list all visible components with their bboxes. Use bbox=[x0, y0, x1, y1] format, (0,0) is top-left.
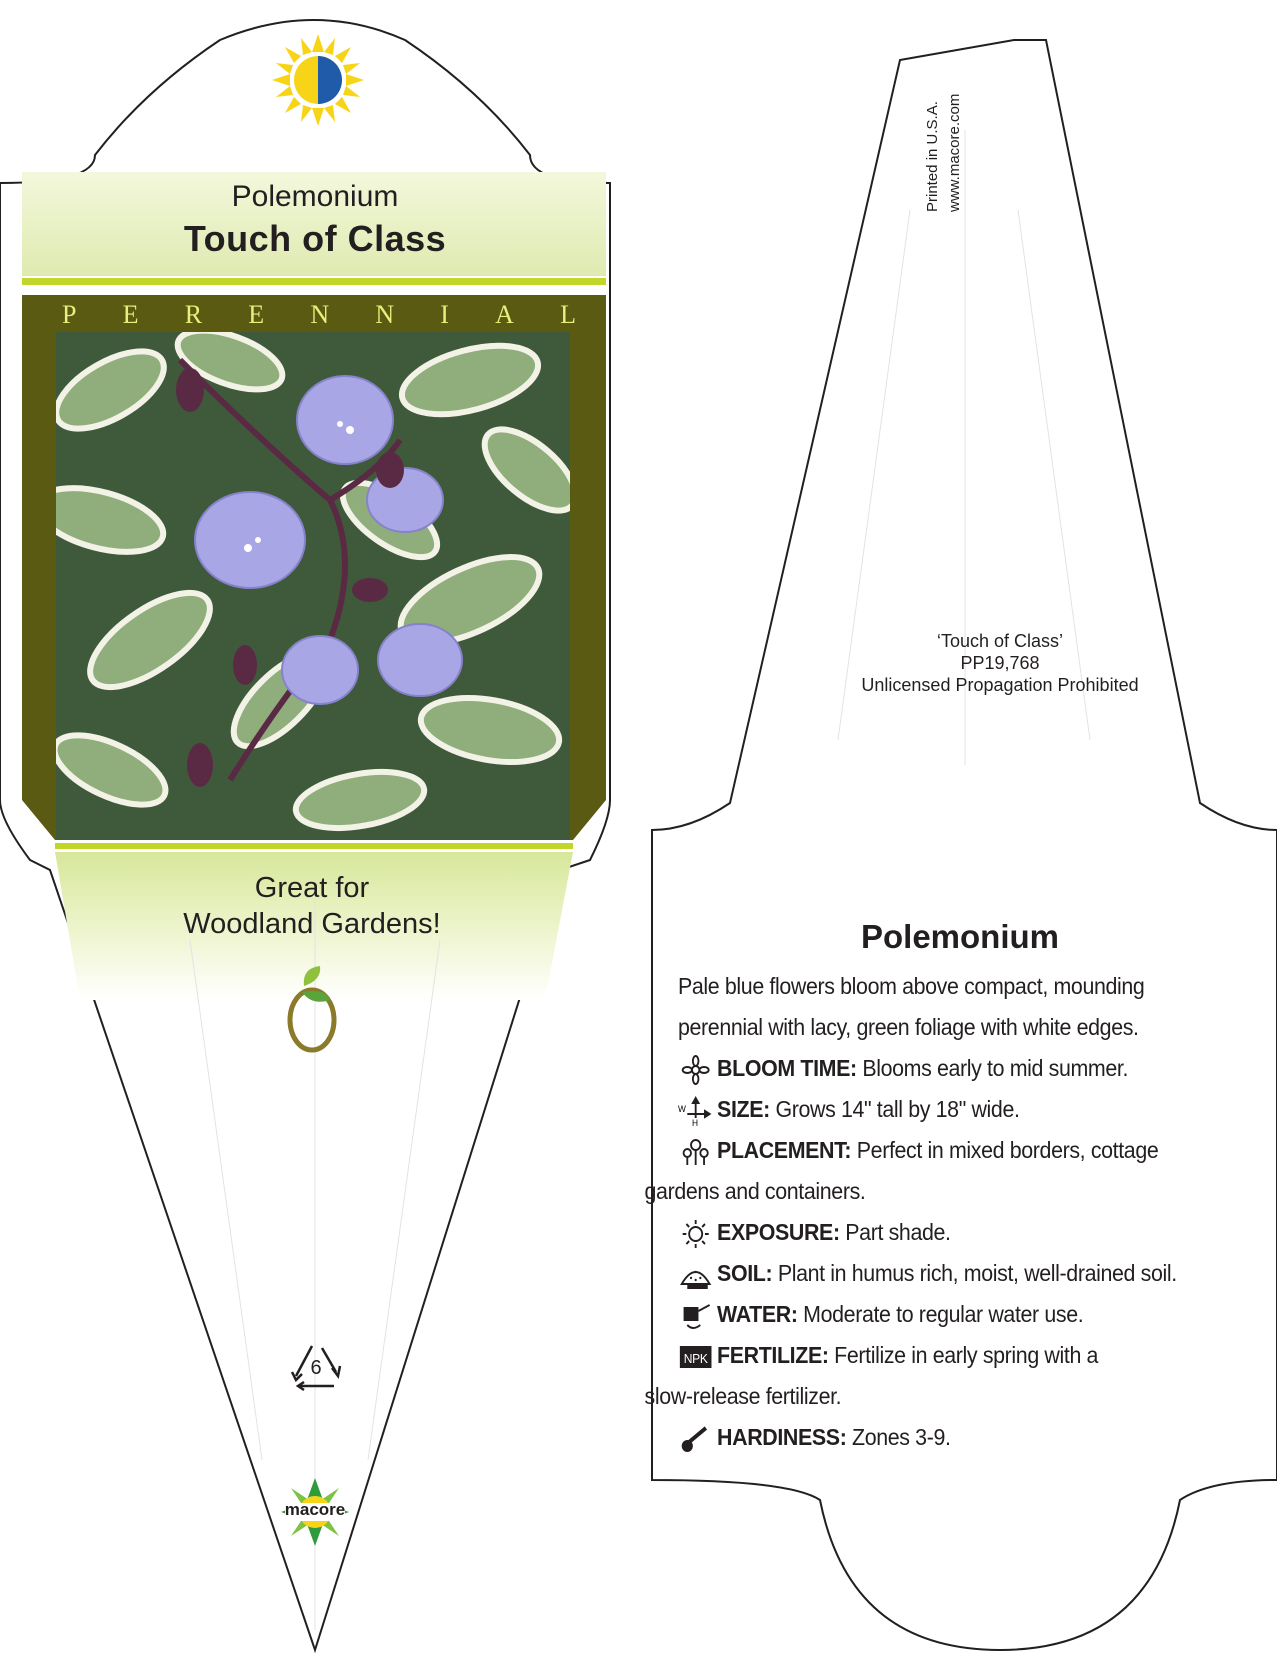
header-lime-line bbox=[22, 278, 606, 285]
perennial-letter: N bbox=[375, 300, 395, 329]
exposure-row bbox=[678, 1212, 1227, 1253]
watering-can-icon bbox=[678, 1301, 713, 1331]
size-label: SIZE: bbox=[717, 1096, 770, 1122]
perennial-letter: E bbox=[122, 300, 139, 329]
sun-part-shade-icon bbox=[272, 34, 364, 126]
printed-line-2: www.macore.com bbox=[946, 93, 963, 212]
patent-block bbox=[780, 630, 1220, 696]
perennial-letter: L bbox=[560, 300, 576, 329]
front-genus: Polemonium bbox=[231, 180, 399, 213]
hardiness-row bbox=[678, 1417, 1227, 1458]
fertilize-value: Fertilize in early spring with a bbox=[834, 1342, 1099, 1368]
size-value: Grows 14" tall by 18" wide. bbox=[775, 1096, 1020, 1122]
tagline-line-1: Great for bbox=[254, 872, 370, 904]
exposure-label: EXPOSURE: bbox=[717, 1219, 840, 1245]
npk-icon bbox=[678, 1342, 713, 1372]
placement-value: Perfect in mixed borders, cottage bbox=[856, 1137, 1159, 1163]
flower-icon bbox=[678, 1055, 713, 1085]
size-arrows-icon bbox=[678, 1096, 713, 1126]
bloom-value: Blooms early to mid summer. bbox=[862, 1055, 1129, 1081]
hardiness-label: HARDINESS: bbox=[717, 1424, 847, 1450]
intro-line-2: perennial with lacy, green foliage with white edges. bbox=[678, 1014, 1139, 1040]
perennial-letter: I bbox=[440, 300, 449, 329]
perennial-letter: R bbox=[184, 300, 203, 329]
fertilize-label: FERTILIZE: bbox=[717, 1342, 829, 1368]
front-cultivar: Touch of Class bbox=[183, 218, 447, 259]
perennial-letter: E bbox=[248, 300, 265, 329]
description bbox=[644, 966, 1227, 1458]
size-row bbox=[678, 1089, 1227, 1130]
fertilize-value-2: slow-release fertilizer. bbox=[644, 1383, 842, 1409]
tagline bbox=[100, 870, 524, 942]
plant-photo bbox=[30, 319, 589, 840]
perennial-letter: A bbox=[495, 300, 514, 329]
soil-label: SOIL: bbox=[717, 1260, 773, 1286]
plants-icon bbox=[678, 1137, 713, 1167]
soil-pile-icon bbox=[678, 1260, 713, 1290]
printed-notice bbox=[924, 52, 974, 212]
size-w-glyph: W bbox=[678, 1103, 686, 1114]
perennial-letter: P bbox=[62, 300, 77, 329]
placement-value-2: gardens and containers. bbox=[644, 1178, 866, 1204]
water-row bbox=[678, 1294, 1227, 1335]
water-value: Moderate to regular water use. bbox=[803, 1301, 1084, 1327]
hardiness-value: Zones 3-9. bbox=[852, 1424, 951, 1450]
thermometer-icon bbox=[678, 1424, 713, 1454]
patent-line-1: ‘Touch of Class’ bbox=[936, 631, 1064, 651]
intro-line-1: Pale blue flowers bloom above compact, mounding bbox=[678, 973, 1145, 999]
placement-row bbox=[678, 1130, 1227, 1171]
perennial-band bbox=[22, 296, 606, 334]
patent-line-2: PP19,768 bbox=[960, 653, 1040, 673]
lower-lime-line bbox=[55, 843, 573, 849]
recycle-number: 6 bbox=[310, 1357, 322, 1379]
bloom-label: BLOOM TIME: bbox=[717, 1055, 857, 1081]
brand-wordmark: macore bbox=[284, 1500, 346, 1519]
perennial-letter: N bbox=[310, 300, 330, 329]
water-label: WATER: bbox=[717, 1301, 798, 1327]
exposure-value: Part shade. bbox=[845, 1219, 951, 1245]
soil-value: Plant in humus rich, moist, well-drained soil. bbox=[777, 1260, 1177, 1286]
patent-line-3: Unlicensed Propagation Prohibited bbox=[861, 675, 1139, 695]
tagline-line-2: Woodland Gardens! bbox=[183, 908, 441, 940]
bloom-row bbox=[678, 1048, 1227, 1089]
size-h-glyph: H bbox=[691, 1117, 698, 1126]
fertilize-row bbox=[678, 1335, 1227, 1376]
npk-text: NPK bbox=[683, 1351, 708, 1367]
placement-label: PLACEMENT: bbox=[717, 1137, 852, 1163]
sun-outline-icon bbox=[678, 1219, 713, 1249]
printed-line-1: Printed in U.S.A. bbox=[924, 101, 941, 212]
back-title: Polemonium bbox=[860, 918, 1060, 955]
soil-row bbox=[678, 1253, 1227, 1294]
